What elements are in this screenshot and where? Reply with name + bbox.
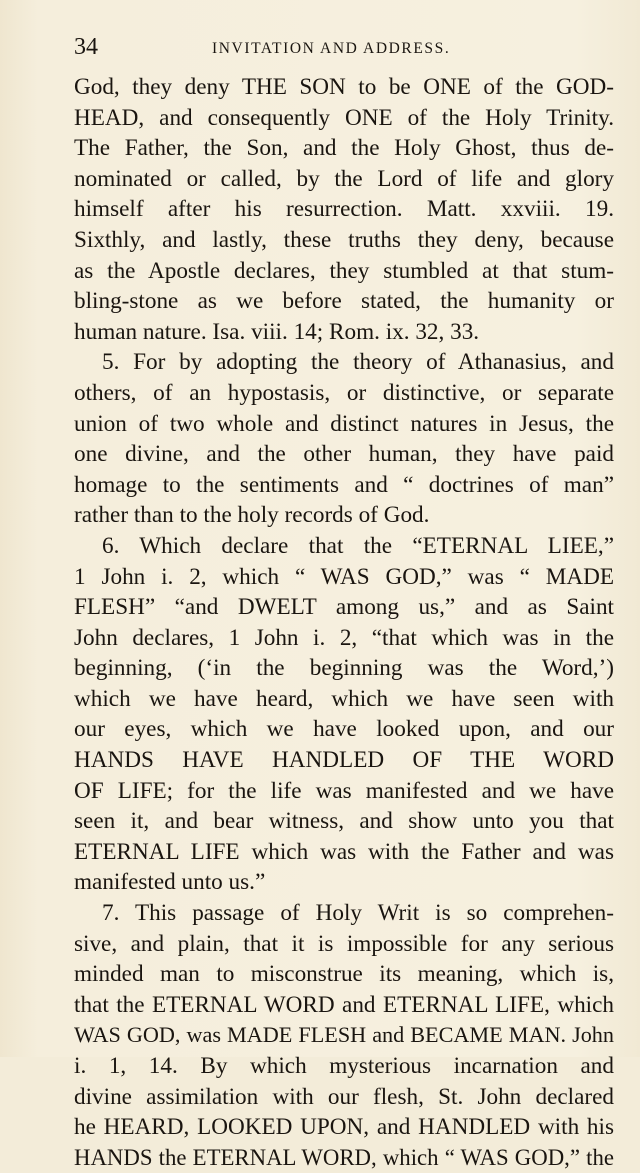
text-line: manifested unto us.” [74,869,266,896]
text-line: divine assimilation with our flesh, St. John declared [74,1083,614,1110]
running-head: INVITATION AND ADDRESS. [212,40,451,57]
body-text [74,72,614,1173]
text-line: 1 John i. 2, which “ WAS GOD,” was “ MADE [74,563,614,590]
text-line: seen it, and bear witness, and show unto you that [74,808,614,835]
text-line: minded man to misconstrue its meaning, which is, [74,961,614,988]
text-line: himself after his resurrection. Matt. xxviii. 19. [74,196,614,223]
text-line: as the Apostle declares, they stumbled at that stum- [74,257,614,284]
text-line: bling-stone as we before stated, the humanity or [74,288,614,315]
text-line: beginning, (‘in the beginning was the Word,’) [74,655,614,682]
page-header [74,34,618,66]
text-line: sive, and plain, that it is impossible for any serious [74,930,614,957]
text-line: HEAD, and consequently ONE of the Holy Trinity. [74,104,614,131]
text-line: HANDS the ETERNAL WORD, which “ WAS GOD,” the [74,1144,614,1170]
text-line: human nature. Isa. viii. 14; Rom. ix. 32, 33. [74,318,480,345]
text-line: The Father, the Son, and the Holy Ghost, thus de- [74,135,614,162]
text-line: 7. This passage of Holy Writ is so comprehen- [102,900,614,927]
text-line: ETERNAL LIFE which was with the Father and was [74,838,614,865]
text-line: HANDS HAVE HANDLED OF THE WORD [74,747,614,774]
text-line: John declares, 1 John i. 2, “that which was in the [74,624,614,651]
text-line: our eyes, which we have looked upon, and our [74,716,614,743]
text-line: WAS GOD, was MADE FLESH and BECAME MAN. John [74,1022,614,1048]
text-line: God, they deny THE SON to be ONE of the GOD- [74,74,614,100]
text-line: others, of an hypostasis, or distinctive, or separate [74,379,614,406]
text-line: Sixthly, and lastly, these truths they deny, because [74,226,614,253]
text-line: nominated or called, by the Lord of life and glory [74,165,614,192]
text-line: rather than to the holy records of God. [74,502,430,529]
text-line: that the ETERNAL WORD and ETERNAL LIFE, which [74,991,614,1018]
text-line: one divine, and the other human, they have paid [74,441,614,468]
text-line: union of two whole and distinct natures in Jesus, the [74,410,614,437]
text-line: which we have heard, which we have seen with [74,685,614,712]
text-line: 5. For by adopting the theory of Athanasius, and [102,349,614,376]
text-line: 6. Which declare that the “ETERNAL LIEE,” [102,532,614,559]
text-line: he HEARD, LOOKED UPON, and HANDLED with his [74,1114,614,1141]
text-line: homage to the sentiments and “ doctrines of man” [74,471,614,498]
text-line: FLESH” “and DWELT among us,” and as Saint [74,594,614,621]
text-line: i. 1, 14. By which mysterious incarnation and [74,1053,614,1079]
text-line: OF LIFE; for the life was manifested and we have [74,777,614,804]
page-number: 34 [74,34,98,60]
